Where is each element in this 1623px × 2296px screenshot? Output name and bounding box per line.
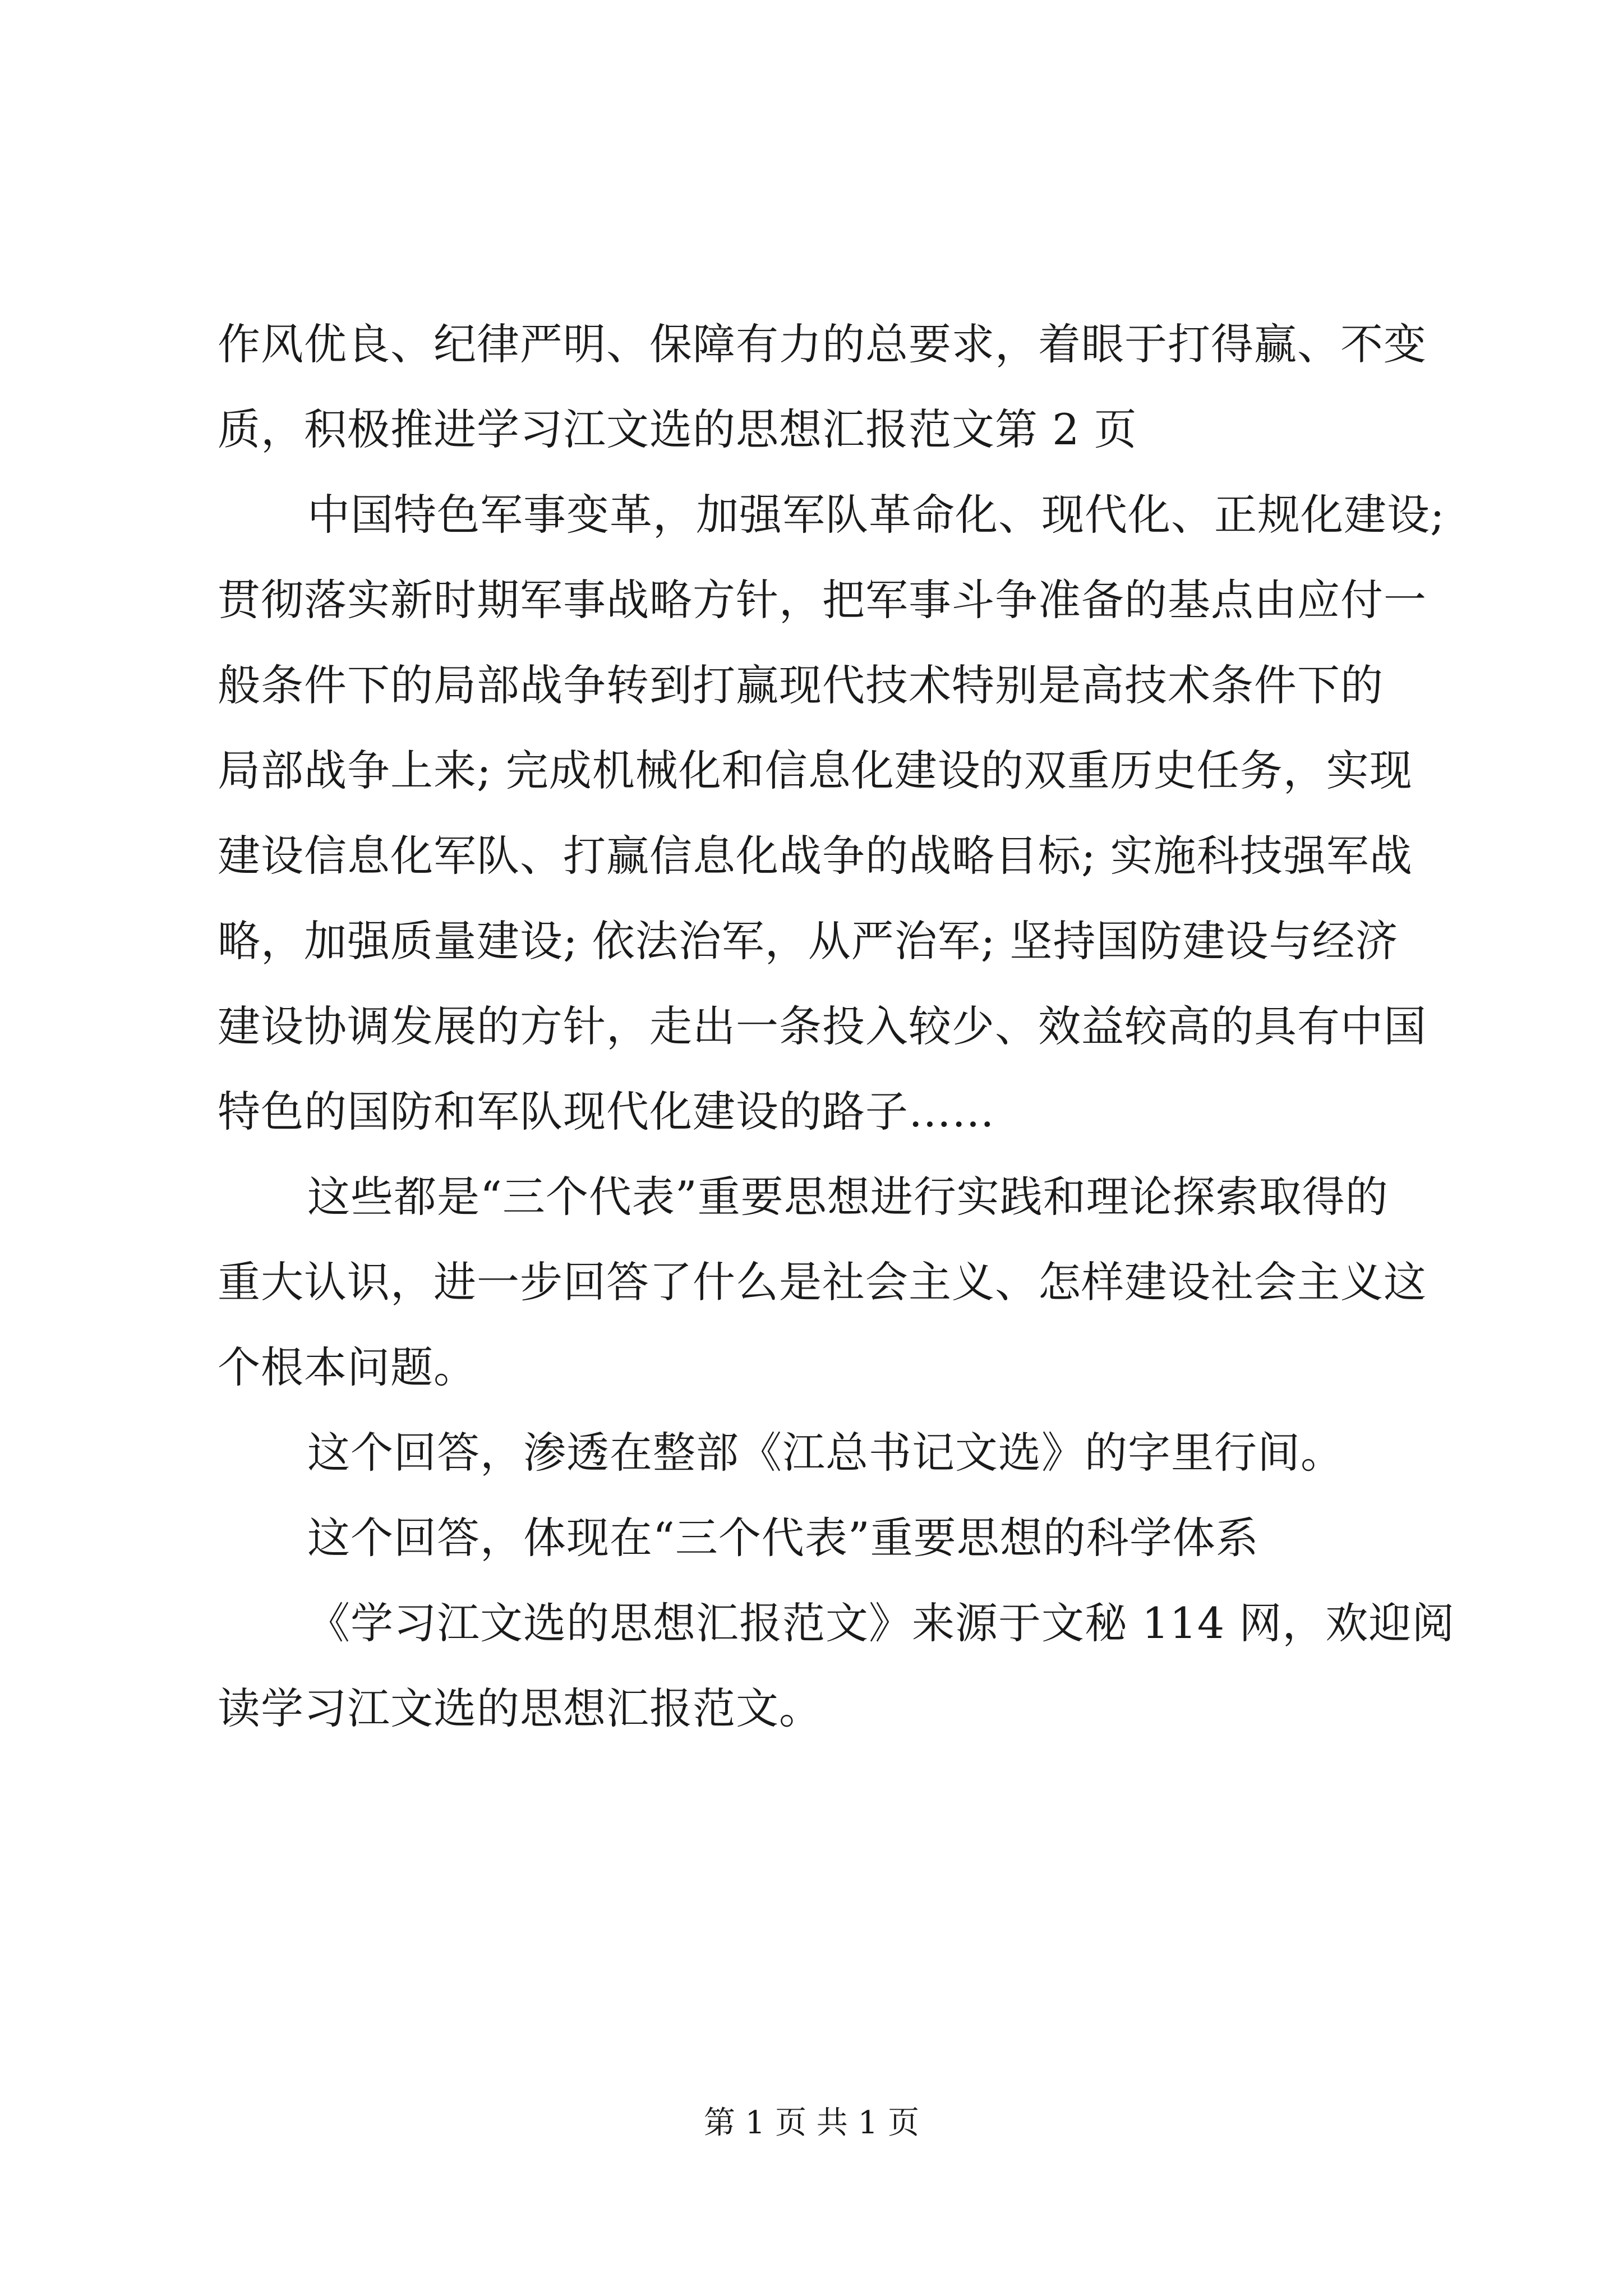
- text-line: 质，积极推进学习江文选的思想汇报范文第 2 页: [218, 404, 1137, 454]
- text-line: 《学习江文选的思想汇报范文》来源于文秘 114 网，欢迎阅: [307, 1598, 1455, 1648]
- text-line: 作风优良、纪律严明、保障有力的总要求，着眼于打得赢、不变: [218, 319, 1427, 369]
- text-line: 这个回答，渗透在整部《江总书记文选》的字里行间。: [307, 1428, 1344, 1478]
- text-line: 贯彻落实新时期军事战略方针，把军事斗争准备的基点由应付一: [218, 575, 1427, 625]
- text-line: 这个回答，体现在“三个代表”重要思想的科学体系: [307, 1513, 1259, 1563]
- text-line: 读学习江文选的思想汇报范文。: [218, 1683, 822, 1733]
- text-line: 建设信息化军队、打赢信息化战争的战略目标; 实施科技强军战: [218, 831, 1413, 881]
- text-line: 中国特色军事变革，加强军队革命化、现代化、正规化建设;: [307, 490, 1445, 540]
- text-line: 特色的国防和军队现代化建设的路子……: [218, 1087, 995, 1137]
- page-footer: 第 1 页 共 1 页: [703, 2105, 920, 2141]
- text-line: 般条件下的局部战争转到打赢现代技术特别是高技术条件下的: [218, 660, 1384, 710]
- text-line: 这些都是“三个代表”重要思想进行实践和理论探索取得的: [307, 1172, 1389, 1222]
- text-line: 个根本问题。: [218, 1342, 477, 1392]
- text-line: 建设协调发展的方针，走出一条投入较少、效益较高的具有中国: [218, 1001, 1427, 1051]
- text-line: 略，加强质量建设; 依法治军，从严治军; 坚持国防建设与经济: [218, 916, 1399, 966]
- text-line: 局部战争上来; 完成机械化和信息化建设的双重历史任务，实现: [218, 746, 1413, 795]
- text-line: 重大认识，进一步回答了什么是社会主义、怎样建设社会主义这: [218, 1257, 1427, 1307]
- document-body: [218, 302, 1455, 1751]
